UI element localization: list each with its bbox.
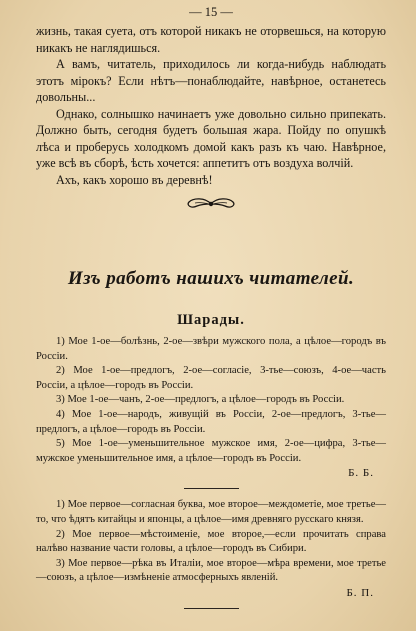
charade-item: 3) Мое 1-ое—чанъ, 2-ое—предлогъ, а цѣлое—городъ въ Россіи. [56,394,345,406]
bow-ornament-icon [36,197,386,211]
author-signature: Б. П. [346,586,374,599]
charade-item: 2) Мое 1-ое—предлогъ, 2-ое—согласіе, 3-тье—союзъ, 4-ое—часть Россіи, а цѣлое—городъ въ Россіи. [36,365,386,391]
page-number: — 15 — [189,5,233,19]
charade-item: 1) Мое первое—согласная буква, мое второе—междометіе, мое третье—то, что ѣдятъ китайцы и японцы, а цѣлое—имя древняго русскаго князя. [36,499,386,525]
prose-paragraph: жизнь, такая суета, отъ которой никакъ не оторвешься, на которую никакъ не наглядишься. [36,24,386,55]
charade-item: 4) Мое 1-ое—народъ, живущій въ Россіи, 2-ое—предлогъ, 3-тье—предлогъ, а цѣлое—городъ въ Россіи. [36,408,386,435]
charades-heading: Шарады. [177,312,245,328]
prose-block [36,23,386,188]
author-signature: Б. Б. [348,467,374,480]
charade-item: 5) Мое 1-ое—уменьшительное мужское имя, 2-ое—цифра, 3-тье—мужское уменьшительное имя, а цѣлое—городъ въ Россіи. [36,438,386,464]
charade-item: 3) Мое первое—рѣка въ Италіи, мое второе—мѣра времени, мое третье—союзъ, а цѣлое—измѣненіе атмосферныхъ явленій. [36,557,386,584]
charades-group-a [36,335,386,466]
charade-item: 1) Мое 1-ое—болѣзнь, 2-ое—звѣри мужского пола, а цѣлое—городъ въ Россіи. [36,336,386,362]
charades-group-b [36,498,386,586]
divider [184,488,239,489]
prose-paragraph: А вамъ, читатель, приходилось ли когда-нибудь наблюдать этотъ мірокъ? Если нѣтъ—понаблюдайте, навѣрное, останетесь довольны... [36,57,386,104]
divider [184,608,239,609]
prose-paragraph: Ахъ, какъ хорошо въ деревнѣ! [56,172,213,187]
section-title: Изъ работъ нашихъ читателей. [67,268,355,289]
charade-item: 2) Мое первое—мѣстоименіе, мое второе,—если прочитать справа налѣво название части головы, а цѣлое—городъ въ Сибири. [36,528,386,555]
prose-paragraph: Однако, солнышко начинаетъ уже довольно сильно припекать. Должно быть, сегодня будетъ большая жара. Пойду по опушкѣ лѣса и проберусь холодкомъ домой какъ разъ къ чаю. Навѣрное, уже всѣ въ сборѣ, ѣсть хочется: аппетитъ отъ воздуха волчій. [36,106,386,170]
